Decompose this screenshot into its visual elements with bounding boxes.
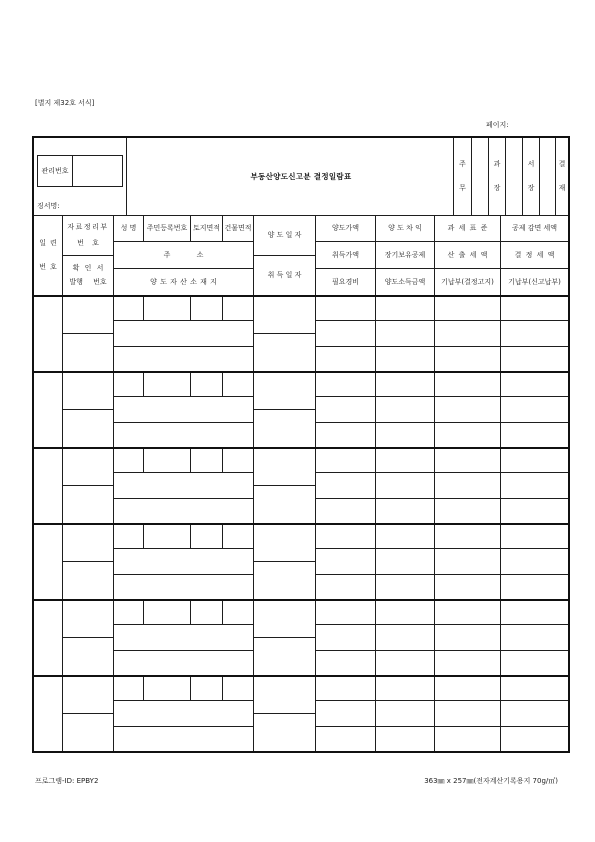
record-6-acquisition-price-cell bbox=[315, 700, 376, 727]
record-2-calculated-tax-cell bbox=[434, 396, 501, 423]
record-2-prepaid-notice-cell bbox=[434, 422, 501, 448]
record-1-tax-base-cell bbox=[434, 295, 501, 321]
record-6-resident-no-cell bbox=[143, 675, 191, 701]
record-1-necessary-expenses-cell bbox=[315, 346, 376, 372]
record-2-address-cell bbox=[113, 396, 254, 423]
col-transfer-price-label: 양도가액 bbox=[331, 224, 360, 232]
record-5-necessary-expenses-cell bbox=[315, 650, 376, 676]
record-1-resident-no-cell bbox=[143, 295, 191, 321]
record-5-transfer-date-cell bbox=[253, 599, 316, 638]
col-prepaid-report-label: 기납부(신고납부) bbox=[508, 277, 561, 286]
record-6-prepaid-notice-cell bbox=[434, 726, 501, 752]
record-5-certificate-no-cell bbox=[62, 637, 114, 676]
record-6-record-no-cell bbox=[62, 675, 114, 714]
form-number: [별지 제32호 서식] bbox=[35, 99, 95, 107]
col-resident-no-label: 주민등록번호 bbox=[146, 224, 188, 232]
record-3-transfer-date-cell bbox=[253, 447, 316, 486]
record-2-transfer-income-cell bbox=[375, 422, 435, 448]
record-5-name-cell bbox=[113, 599, 144, 625]
record-1-transfer-gain-cell bbox=[375, 295, 435, 321]
col-record-no-label-1: 자료정리부 bbox=[67, 223, 109, 231]
record-4-record-no-cell bbox=[62, 523, 114, 562]
record-6-certificate-no-cell bbox=[62, 713, 114, 752]
record-3-necessary-expenses-cell bbox=[315, 498, 376, 524]
record-3-transfer-gain-cell bbox=[375, 447, 435, 473]
record-4-transfer-date-cell bbox=[253, 523, 316, 562]
record-3-land-area-cell bbox=[190, 447, 223, 473]
record-2-long-term-deduction-cell bbox=[375, 396, 435, 423]
col-calculated-tax-label: 산 출 세 액 bbox=[447, 250, 488, 259]
record-2-deduction-reduction-cell bbox=[500, 371, 569, 397]
record-5-asset-location-cell bbox=[113, 650, 254, 676]
record-1-prepaid-notice-cell bbox=[434, 346, 501, 372]
col-serial-label-1: 일련 bbox=[39, 239, 61, 247]
record-5-record-no-cell bbox=[62, 599, 114, 638]
col-acquisition-date-label: 취 득 일 자 bbox=[267, 271, 302, 279]
record-5-resident-no-cell bbox=[143, 599, 191, 625]
record-2-asset-location-cell bbox=[113, 422, 254, 448]
approval-label-staff-bottom: 무 bbox=[459, 184, 466, 192]
record-4-prepaid-report-cell bbox=[500, 574, 569, 600]
approval-label-section-chief-bottom: 장 bbox=[493, 184, 501, 192]
record-2-acquisition-price-cell bbox=[315, 396, 376, 423]
record-5-transfer-income-cell bbox=[375, 650, 435, 676]
col-transfer-date-label: 양 도 일 자 bbox=[267, 231, 302, 239]
record-2-transfer-date-cell bbox=[253, 371, 316, 410]
record-1-record-no-cell bbox=[62, 295, 114, 334]
record-1-asset-location-cell bbox=[113, 346, 254, 372]
record-6-determined-tax-cell bbox=[500, 700, 569, 727]
record-3-asset-location-cell bbox=[113, 498, 254, 524]
record-6-deduction-reduction-cell bbox=[500, 675, 569, 701]
record-2-separator-line bbox=[33, 371, 569, 373]
record-2-necessary-expenses-cell bbox=[315, 422, 376, 448]
record-5-long-term-deduction-cell bbox=[375, 624, 435, 651]
record-3-building-area-cell bbox=[222, 447, 254, 473]
col-address-label: 주 소 bbox=[163, 250, 204, 259]
col-asset-location-label: 양 도 자 산 소 재 지 bbox=[150, 277, 217, 286]
record-4-separator-line bbox=[33, 523, 569, 525]
record-5-deduction-reduction-cell bbox=[500, 599, 569, 625]
record-1-land-area-cell bbox=[190, 295, 223, 321]
col-acquisition-price-label: 취득가액 bbox=[331, 250, 360, 259]
col-building-area-label: 건물면적 bbox=[224, 224, 252, 232]
record-1-transfer-income-cell bbox=[375, 346, 435, 372]
office-name-label: 징서명: bbox=[37, 202, 60, 210]
approval-label-decision-bottom: 재 bbox=[558, 184, 566, 192]
record-4-building-area-cell bbox=[222, 523, 254, 549]
record-3-prepaid-report-cell bbox=[500, 498, 569, 524]
record-5-prepaid-report-cell bbox=[500, 650, 569, 676]
record-1-transfer-date-cell bbox=[253, 295, 316, 334]
record-3-determined-tax-cell bbox=[500, 472, 569, 499]
record-6-transfer-price-cell bbox=[315, 675, 376, 701]
col-long-term-deduction-label: 장기보유공제 bbox=[384, 250, 426, 259]
record-1-acquisition-price-cell bbox=[315, 320, 376, 347]
record-4-asset-location-cell bbox=[113, 574, 254, 600]
record-4-transfer-price-cell bbox=[315, 523, 376, 549]
record-5-acquisition-date-cell bbox=[253, 637, 316, 676]
record-3-name-cell bbox=[113, 447, 144, 473]
record-4-land-area-cell bbox=[190, 523, 223, 549]
record-6-asset-location-cell bbox=[113, 726, 254, 752]
record-4-serial-cell bbox=[33, 523, 63, 600]
col-record-no-label-2: 번 호 bbox=[77, 239, 99, 247]
record-2-tax-base-cell bbox=[434, 371, 501, 397]
record-5-separator-line bbox=[33, 599, 569, 601]
record-4-acquisition-date-cell bbox=[253, 561, 316, 600]
record-5-calculated-tax-cell bbox=[434, 624, 501, 651]
record-2-building-area-cell bbox=[222, 371, 254, 397]
record-2-certificate-no-cell bbox=[62, 409, 114, 448]
record-5-prepaid-notice-cell bbox=[434, 650, 501, 676]
record-1-calculated-tax-cell bbox=[434, 320, 501, 347]
record-3-tax-base-cell bbox=[434, 447, 501, 473]
record-1-serial-cell bbox=[33, 295, 63, 372]
record-4-resident-no-cell bbox=[143, 523, 191, 549]
record-3-calculated-tax-cell bbox=[434, 472, 501, 499]
approval-label-staff-top: 주 bbox=[459, 160, 466, 168]
record-2-record-no-cell bbox=[62, 371, 114, 410]
record-4-deduction-reduction-cell bbox=[500, 523, 569, 549]
approval-label-section-chief-top: 과 bbox=[493, 160, 501, 168]
record-5-serial-cell bbox=[33, 599, 63, 676]
record-1-address-cell bbox=[113, 320, 254, 347]
record-6-tax-base-cell bbox=[434, 675, 501, 701]
approval-label-office-chief-top: 서 bbox=[527, 160, 535, 168]
record-6-land-area-cell bbox=[190, 675, 223, 701]
record-5-land-area-cell bbox=[190, 599, 223, 625]
record-1-transfer-price-cell bbox=[315, 295, 376, 321]
record-4-determined-tax-cell bbox=[500, 548, 569, 575]
record-1-name-cell bbox=[113, 295, 144, 321]
record-6-necessary-expenses-cell bbox=[315, 726, 376, 752]
program-id: 프로그램-ID: EPBY2 bbox=[35, 777, 99, 785]
col-prepaid-notice-label: 기납부(결정고지) bbox=[441, 277, 494, 286]
record-3-record-no-cell bbox=[62, 447, 114, 486]
record-1-certificate-no-cell bbox=[62, 333, 114, 372]
record-6-address-cell bbox=[113, 700, 254, 727]
record-4-name-cell bbox=[113, 523, 144, 549]
record-3-resident-no-cell bbox=[143, 447, 191, 473]
col-tax-base-label: 과 세 표 준 bbox=[447, 224, 488, 232]
record-6-prepaid-report-cell bbox=[500, 726, 569, 752]
record-4-calculated-tax-cell bbox=[434, 548, 501, 575]
record-2-name-cell bbox=[113, 371, 144, 397]
management-number-label: 관리번호 bbox=[41, 166, 69, 175]
record-4-prepaid-notice-cell bbox=[434, 574, 501, 600]
record-5-building-area-cell bbox=[222, 599, 254, 625]
record-6-long-term-deduction-cell bbox=[375, 700, 435, 727]
record-1-deduction-reduction-cell bbox=[500, 295, 569, 321]
record-4-address-cell bbox=[113, 548, 254, 575]
record-4-necessary-expenses-cell bbox=[315, 574, 376, 600]
col-land-area-label: 토지면적 bbox=[192, 224, 221, 232]
record-3-acquisition-price-cell bbox=[315, 472, 376, 499]
col-name-label: 성 명 bbox=[120, 224, 137, 232]
col-deduction-reduction-label: 공제 감면 세액 bbox=[511, 224, 558, 232]
record-2-determined-tax-cell bbox=[500, 396, 569, 423]
record-3-address-cell bbox=[113, 472, 254, 499]
record-4-transfer-gain-cell bbox=[375, 523, 435, 549]
record-4-transfer-income-cell bbox=[375, 574, 435, 600]
record-5-address-cell bbox=[113, 624, 254, 651]
record-2-transfer-price-cell bbox=[315, 371, 376, 397]
record-2-transfer-gain-cell bbox=[375, 371, 435, 397]
approval-label-decision-top: 결 bbox=[558, 160, 566, 168]
record-4-acquisition-price-cell bbox=[315, 548, 376, 575]
approval-label-office-chief-bottom: 장 bbox=[527, 184, 535, 192]
record-6-building-area-cell bbox=[222, 675, 254, 701]
record-3-certificate-no-cell bbox=[62, 485, 114, 524]
record-1-prepaid-report-cell bbox=[500, 346, 569, 372]
record-3-long-term-deduction-cell bbox=[375, 472, 435, 499]
record-5-transfer-gain-cell bbox=[375, 599, 435, 625]
col-transfer-income-label: 양도소득금액 bbox=[384, 277, 426, 286]
record-4-long-term-deduction-cell bbox=[375, 548, 435, 575]
record-2-acquisition-date-cell bbox=[253, 409, 316, 448]
col-transfer-gain-label: 양 도 차 익 bbox=[388, 224, 422, 232]
col-serial-label-2: 번호 bbox=[39, 263, 61, 271]
record-6-serial-cell bbox=[33, 675, 63, 752]
record-6-calculated-tax-cell bbox=[434, 700, 501, 727]
record-6-separator-line bbox=[33, 675, 569, 677]
paper-spec: 363㎜ x 257㎜(전자계산기록용지 70g/㎡) bbox=[424, 777, 558, 785]
record-1-long-term-deduction-cell bbox=[375, 320, 435, 347]
record-3-transfer-price-cell bbox=[315, 447, 376, 473]
record-5-acquisition-price-cell bbox=[315, 624, 376, 651]
record-2-land-area-cell bbox=[190, 371, 223, 397]
record-3-transfer-income-cell bbox=[375, 498, 435, 524]
record-4-tax-base-cell bbox=[434, 523, 501, 549]
record-1-acquisition-date-cell bbox=[253, 333, 316, 372]
record-3-deduction-reduction-cell bbox=[500, 447, 569, 473]
col-certificate-no-label-2: 발행 번호 bbox=[69, 278, 107, 286]
record-6-transfer-gain-cell bbox=[375, 675, 435, 701]
record-2-serial-cell bbox=[33, 371, 63, 448]
record-3-acquisition-date-cell bbox=[253, 485, 316, 524]
record-2-resident-no-cell bbox=[143, 371, 191, 397]
form-title: 부동산양도신고분 결정일람표 bbox=[250, 172, 352, 181]
record-1-building-area-cell bbox=[222, 295, 254, 321]
col-necessary-expenses-label: 필요경비 bbox=[331, 277, 360, 286]
record-6-transfer-date-cell bbox=[253, 675, 316, 714]
record-3-serial-cell bbox=[33, 447, 63, 524]
record-5-transfer-price-cell bbox=[315, 599, 376, 625]
record-1-determined-tax-cell bbox=[500, 320, 569, 347]
record-5-tax-base-cell bbox=[434, 599, 501, 625]
col-determined-tax-label: 결 정 세 액 bbox=[514, 250, 555, 259]
record-4-certificate-no-cell bbox=[62, 561, 114, 600]
record-3-prepaid-notice-cell bbox=[434, 498, 501, 524]
record-6-name-cell bbox=[113, 675, 144, 701]
record-5-determined-tax-cell bbox=[500, 624, 569, 651]
record-1-separator-line bbox=[33, 295, 569, 297]
record-2-prepaid-report-cell bbox=[500, 422, 569, 448]
col-certificate-no-label-1: 확 인 서 bbox=[72, 264, 104, 272]
record-3-separator-line bbox=[33, 447, 569, 449]
page-label: 페이지: bbox=[486, 121, 509, 129]
record-6-acquisition-date-cell bbox=[253, 713, 316, 752]
record-6-transfer-income-cell bbox=[375, 726, 435, 752]
